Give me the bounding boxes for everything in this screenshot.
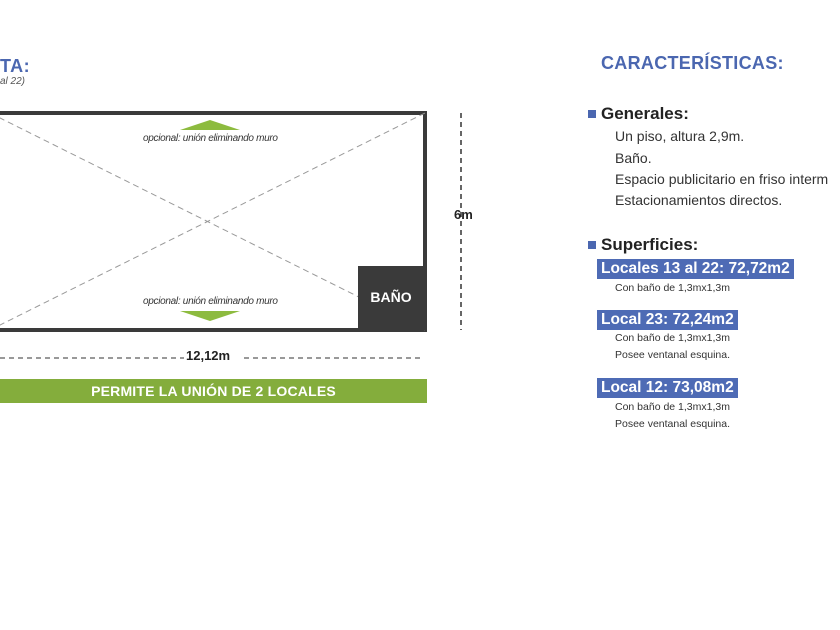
width-dimension-label: 12,12m [186, 348, 231, 363]
union-label-top: opcional: unión eliminando muro [143, 133, 278, 144]
general-item: Espacio publicitario en friso interm [615, 171, 829, 187]
surface-note: Con baño de 1,3mx1,3m [615, 332, 730, 344]
surface-note: Con baño de 1,3mx1,3m [615, 282, 730, 294]
plan-subtitle: al 22) [0, 76, 26, 87]
height-dimension-label: 6m [454, 207, 473, 222]
surface-note: Posee ventanal esquina. [615, 349, 731, 361]
surface-note: Con baño de 1,3mx1,3m [615, 401, 730, 413]
general-item: Estacionamientos directos. [615, 192, 783, 208]
square-bullet-icon [588, 241, 596, 249]
general-heading [588, 104, 689, 124]
general-heading-text: Generales: [601, 104, 689, 123]
general-item: Un piso, altura 2,9m. [615, 128, 745, 144]
plan-title: TA: [0, 56, 31, 76]
surfaces-heading-text: Superficies: [601, 235, 699, 254]
union-banner: PERMITE LA UNIÓN DE 2 LOCALES [0, 379, 427, 403]
floor-plan-drawing [0, 0, 480, 420]
union-label-bottom: opcional: unión eliminando muro [143, 296, 278, 307]
characteristics-title: CARACTERÍSTICAS: [601, 53, 784, 73]
square-bullet-icon [588, 110, 596, 118]
surface-note: Posee ventanal esquina. [615, 418, 731, 430]
surface-label-local-23: Local 23: 72,24m2 [597, 310, 738, 330]
surface-label-locales-13-22: Locales 13 al 22: 72,72m2 [597, 259, 794, 279]
general-item: Baño. [615, 150, 652, 166]
surfaces-heading [588, 235, 698, 255]
bathroom-label: BAÑO [370, 289, 412, 305]
surface-label-local-12: Local 12: 73,08m2 [597, 378, 738, 398]
